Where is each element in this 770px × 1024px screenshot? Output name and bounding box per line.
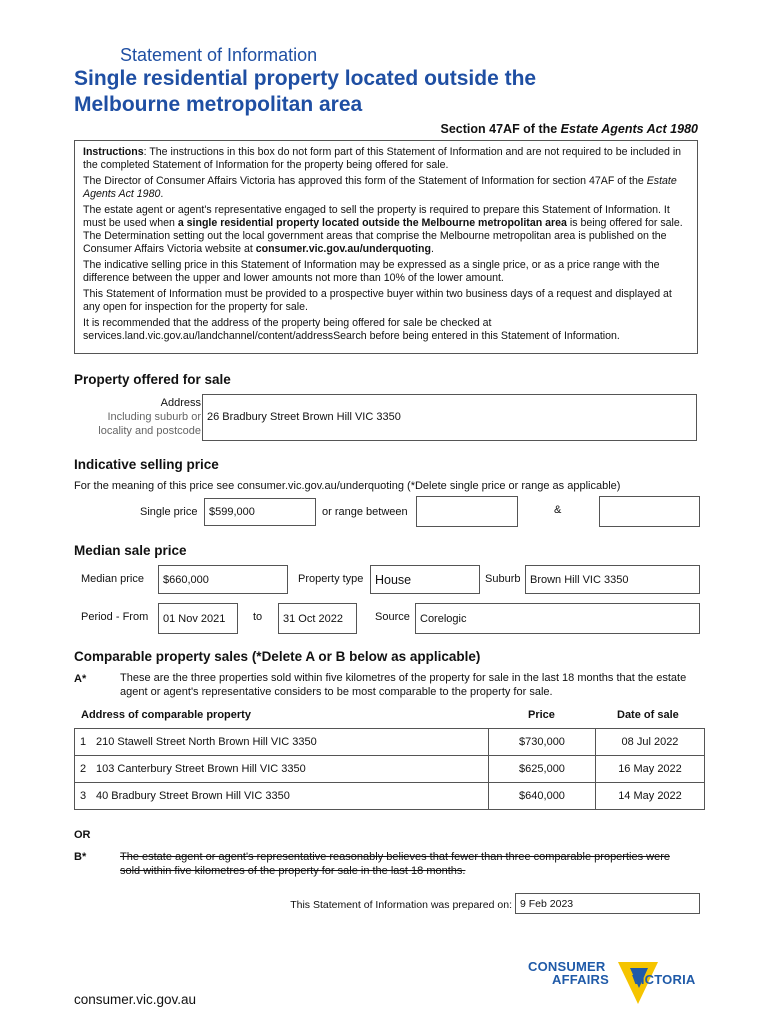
option-b-marker: B*: [74, 851, 87, 863]
prepared-date-field[interactable]: 9 Feb 2023: [515, 893, 700, 914]
option-a-marker: A*: [74, 673, 87, 685]
row-date[interactable]: 08 Jul 2022: [596, 729, 705, 756]
address-field[interactable]: 26 Bradbury Street Brown Hill VIC 3350: [202, 394, 697, 441]
row-date[interactable]: 16 May 2022: [596, 756, 705, 783]
logo-line-2: AFFAIRS: [552, 972, 610, 987]
row-number: 1: [75, 729, 93, 756]
suburb-label: Suburb: [485, 573, 521, 585]
instructions-p3: The estate agent or agent's representative engaged to sell the property is required to prepare this Statement of Information. It must be used when a single residential property located outside the Melbourne metropolitan area is being offered for sale. The Determination setting out the local government areas that comprise the Melbourne metropolitan area is published on the Consumer Affairs Victoria website at consumer.vic.gov.au/underquoting.: [83, 203, 683, 256]
range-label: or range between: [322, 506, 408, 518]
row-address[interactable]: 210 Stawell Street North Brown Hill VIC 3350: [92, 729, 489, 756]
logo-line-1: CONSUMER: [528, 959, 606, 974]
col-address-header: Address of comparable property: [81, 709, 251, 721]
row-price[interactable]: $625,000: [489, 756, 596, 783]
indicative-note: For the meaning of this price see consumer.vic.gov.au/underquoting (*Delete single price or range as applicable): [74, 480, 621, 492]
range-ampersand: &: [554, 504, 562, 516]
col-price-header: Price: [528, 709, 555, 721]
range-low-field[interactable]: [416, 496, 518, 527]
property-type-field[interactable]: House: [370, 565, 480, 594]
table-row: [75, 783, 705, 810]
single-price-label: Single price: [140, 506, 198, 518]
instructions-p6: It is recommended that the address of the property being offered for sale be checked at services.land.vic.gov.au/landchannel/content/addressSearch before being entered in this Statement of Information.: [83, 316, 620, 343]
median-price-label: Median price: [81, 573, 144, 585]
instructions-p5: This Statement of Information must be provided to a prospective buyer within two business days of a request and displayed at any open for inspection for the property for sale.: [83, 288, 672, 314]
title-line-2: Melbourne metropolitan area: [74, 93, 363, 116]
row-address[interactable]: 40 Bradbury Street Brown Hill VIC 3350: [92, 783, 489, 810]
row-number: 3: [75, 783, 93, 810]
instructions-p2: The Director of Consumer Affairs Victoria has approved this form of the Statement of Information for section 47AF of the Estate Agents Act 1980.: [83, 174, 677, 201]
instructions-box: [74, 140, 698, 354]
row-number: 2: [75, 756, 93, 783]
range-high-field[interactable]: [599, 496, 700, 527]
property-heading: Property offered for sale: [74, 372, 231, 387]
comparable-table: [74, 728, 705, 810]
address-label: Address Including suburb or locality and postcode: [98, 397, 201, 437]
source-label: Source: [375, 611, 410, 623]
single-price-field[interactable]: $599,000: [204, 498, 316, 526]
col-date-header: Date of sale: [617, 709, 679, 721]
title-line-1: Single residential property located outside the: [74, 67, 537, 90]
footer-url[interactable]: consumer.vic.gov.au: [74, 992, 197, 1007]
indicative-heading: Indicative selling price: [74, 457, 219, 472]
or-label: OR: [74, 829, 91, 841]
suburb-field[interactable]: Brown Hill VIC 3350: [525, 565, 700, 594]
period-to-field[interactable]: 31 Oct 2022: [278, 603, 357, 634]
row-price[interactable]: $730,000: [489, 729, 596, 756]
row-date[interactable]: 14 May 2022: [596, 783, 705, 810]
median-price-field[interactable]: $660,000: [158, 565, 288, 594]
section-reference: Section 47AF of the Estate Agents Act 1980: [440, 122, 698, 136]
consumer-affairs-logo: [528, 958, 708, 1008]
median-heading: Median sale price: [74, 543, 187, 558]
instructions-p1: Instructions: The instructions in this box do not form part of this Statement of Information and are not required to be included in the completed Statement of Information for the property being offered for sale.: [83, 146, 682, 172]
comparable-heading: Comparable property sales (*Delete A or B below as applicable): [74, 649, 481, 664]
source-field[interactable]: Corelogic: [415, 603, 700, 634]
row-address[interactable]: 103 Canterbury Street Brown Hill VIC 3350: [92, 756, 489, 783]
prepared-label: This Statement of Information was prepared on:: [290, 899, 512, 911]
option-b-text: The estate agent or agent's representative reasonably believes that fewer than three comparable properties were sold within five kilometres of the property for sale in the last 18 months.: [120, 851, 670, 877]
property-type-label: Property type: [298, 573, 364, 585]
document-label: Statement of Information: [120, 45, 318, 65]
period-from-field[interactable]: 01 Nov 2021: [158, 603, 238, 634]
option-a-text: These are the three properties sold within five kilometres of the property for sale in the last 18 months that the estate agent or agent's representative considers to be most comparable to the property for sale.: [120, 672, 687, 698]
period-from-label: Period - From: [81, 611, 149, 623]
row-price[interactable]: $640,000: [489, 783, 596, 810]
table-row: [75, 756, 705, 783]
instructions-p4: The indicative selling price in this Statement of Information may be expressed as a single price, or as a price range with the difference between the upper and lower amounts not more than 10% of the lower amount.: [83, 259, 660, 285]
table-row: [75, 729, 705, 756]
logo-victoria: VICTORIA: [632, 972, 696, 987]
period-to-label: to: [253, 611, 263, 623]
page-title: [74, 66, 536, 118]
